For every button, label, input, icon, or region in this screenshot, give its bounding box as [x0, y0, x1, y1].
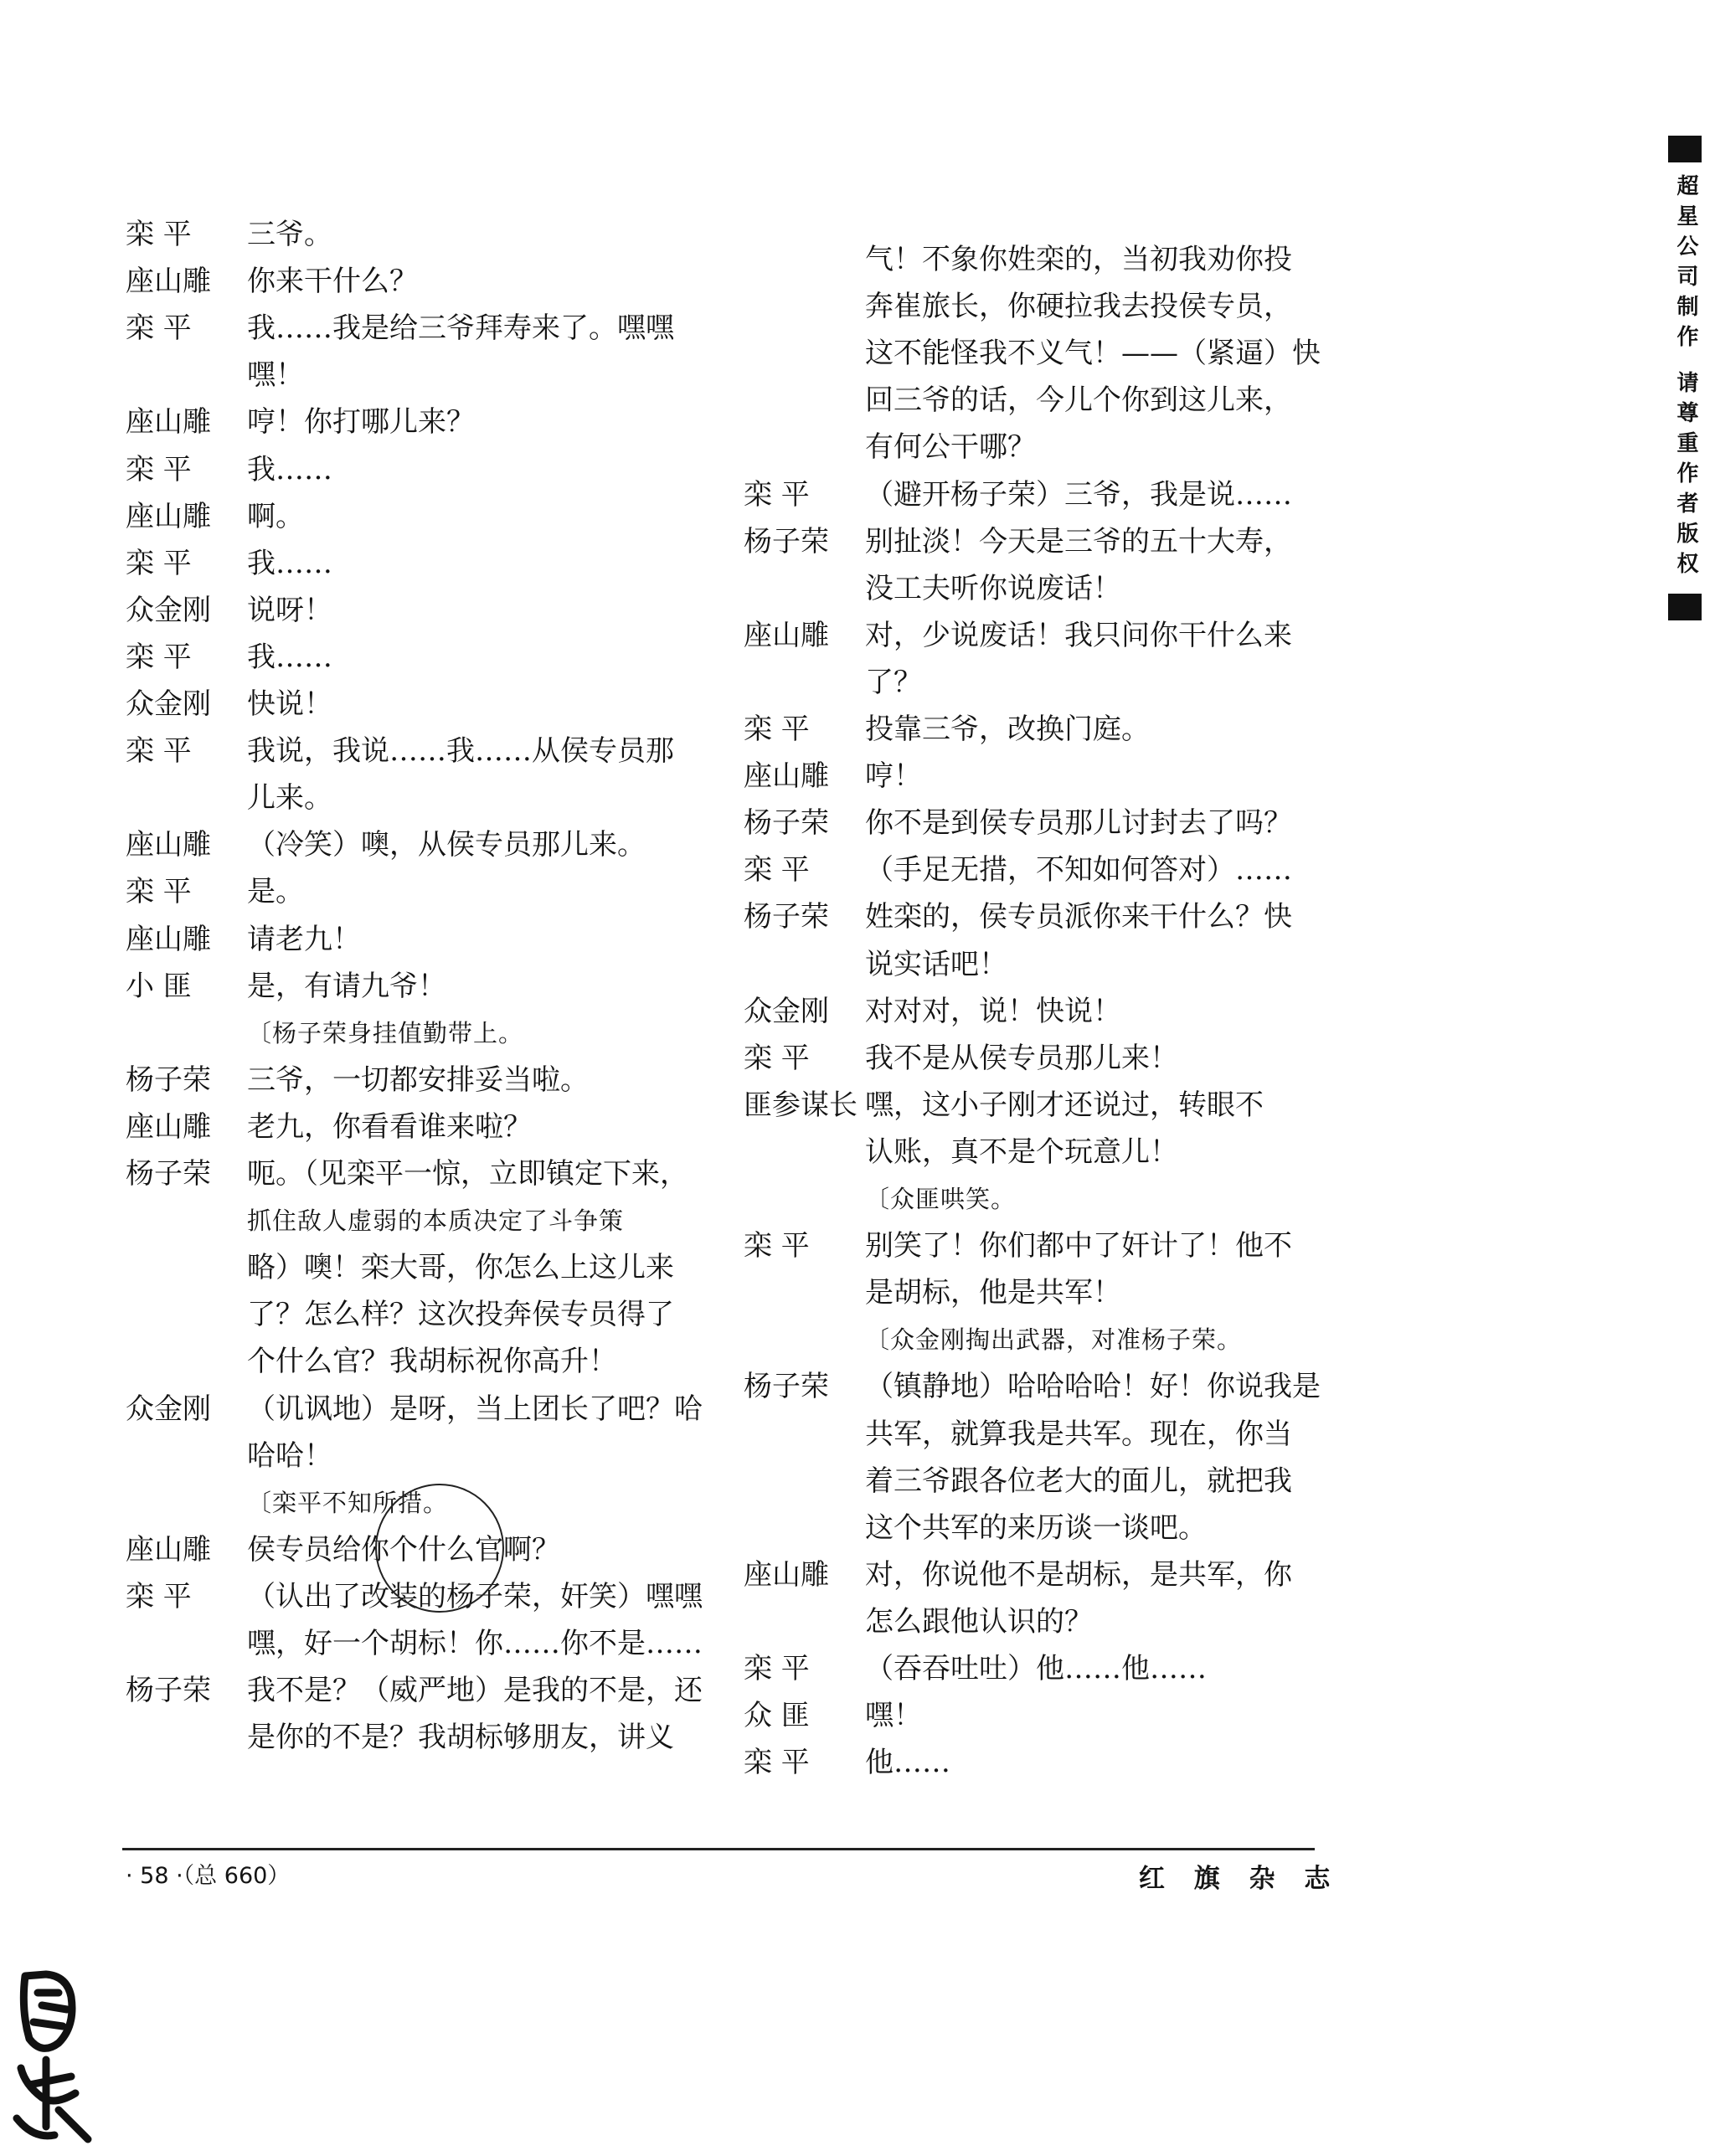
- dialogue-text: 嘿！: [247, 358, 304, 393]
- dialogue-text: 认账，真不是个玩意儿！: [865, 1135, 1178, 1169]
- dialogue-text: 回三爷的话，今儿个你到这儿来，: [865, 383, 1292, 418]
- speaker-name: 栾 平: [744, 1746, 810, 1780]
- speaker-name: [126, 1482, 239, 1524]
- dialogue-text: 是你的不是？我胡标够朋友，讲义: [247, 1721, 674, 1755]
- dialogue-text: 对，你说他不是胡标，是共军，你: [865, 1557, 1292, 1592]
- speaker-name: 栾 平: [126, 452, 192, 486]
- speaker-name: [126, 1294, 239, 1335]
- dialogue-text: 是，有请九爷！: [247, 969, 446, 1003]
- speaker-name: 杨子荣: [126, 1063, 211, 1097]
- speaker-name: 栾 平: [126, 734, 192, 769]
- dialogue-text: （吞吞吐吐）他……他……: [865, 1652, 1207, 1685]
- speaker-name: 座山雕: [126, 1109, 211, 1144]
- dialogue-text: 我……: [247, 452, 332, 486]
- speaker-name: [744, 568, 857, 610]
- speaker-name: 栾 平: [744, 477, 810, 512]
- dialogue-text: 是。: [247, 875, 304, 909]
- speaker-name: 座山雕: [126, 1532, 211, 1567]
- speaker-name: 座山雕: [744, 759, 829, 794]
- speaker-name: 座山雕: [126, 499, 211, 533]
- dialogue-text: （认出了改装的杨子荣，奸笑）嘿嘿: [247, 1579, 703, 1613]
- speaker-name: [744, 1460, 857, 1502]
- speaker-name: 栾 平: [126, 1579, 192, 1613]
- speaker-name: 座山雕: [126, 405, 211, 440]
- speaker-name: [126, 777, 239, 819]
- magazine-name: 红 旗 杂 志: [1139, 1864, 1341, 1894]
- speaker-name: 座山雕: [744, 618, 829, 652]
- footer-rule: [122, 1848, 1315, 1850]
- speaker-name: 匪参谋长: [744, 1088, 858, 1122]
- speaker-name: [126, 1200, 239, 1242]
- stage-direction: 抓住敌人虚弱的本质决定了斗争策: [247, 1207, 625, 1236]
- dialogue-text: 对，少说废话！我只问你干什么来: [865, 618, 1292, 652]
- speaker-name: 栾 平: [744, 1652, 810, 1685]
- speaker-name: [744, 332, 857, 374]
- speaker-name: 栾 平: [744, 1229, 810, 1263]
- dialogue-text: 哈哈！: [247, 1438, 332, 1473]
- speaker-name: 栾 平: [744, 853, 810, 888]
- speaker-name: [126, 1435, 239, 1477]
- dialogue-text: 呃。（见栾平一惊，立即镇定下来，: [247, 1157, 688, 1191]
- speaker-name: [126, 1623, 239, 1665]
- speaker-name: 座山雕: [126, 922, 211, 956]
- dialogue-text: 我……我是给三爷拜寿来了。嘿嘿: [247, 311, 674, 346]
- copyright-notice: 超星公司制作 请尊重作者版权: [1668, 136, 1702, 620]
- dialogue-text: 嘿，好一个胡标！你……你不是……: [247, 1627, 703, 1660]
- dialogue-text: （手足无措，不知如何答对）……: [865, 853, 1292, 888]
- dialogue-text: 着三爷跟各位老大的面儿，就把我: [865, 1464, 1292, 1498]
- dialogue-text: 儿来。: [247, 781, 332, 816]
- dialogue-text: 别笑了！你们都中了奸计了！他不: [865, 1229, 1292, 1263]
- speaker-name: 杨子荣: [744, 524, 829, 558]
- speaker-name: [744, 1178, 857, 1220]
- dialogue-text: （避开杨子荣）三爷，我是说……: [865, 477, 1292, 512]
- dialogue-text: 我说，我说……我……从侯专员那: [247, 734, 674, 769]
- speaker-name: [744, 944, 857, 985]
- speaker-name: [126, 1340, 239, 1382]
- speaker-name: 栾 平: [126, 640, 192, 674]
- dialogue-text: 我不是？（威严地）是我的不是，还: [247, 1674, 703, 1708]
- dialogue-text: 这不能怪我不义气！——（紧逼）快: [865, 337, 1321, 371]
- speaker-name: 栾 平: [126, 875, 192, 909]
- speaker-name: [744, 1507, 857, 1549]
- speaker-name: 杨子荣: [744, 806, 829, 841]
- dialogue-text: 说实话吧！: [865, 947, 1007, 981]
- dialogue-text: （镇静地）哈哈哈哈！好！你说我是: [865, 1370, 1321, 1404]
- speaker-name: [126, 1716, 239, 1758]
- dialogue-text: 哼！: [865, 759, 922, 794]
- speaker-name: [744, 286, 857, 327]
- dialogue-text: 请老九！: [247, 922, 361, 956]
- speaker-name: 座山雕: [126, 265, 211, 299]
- speaker-name: 栾 平: [126, 311, 192, 346]
- speaker-name: [744, 1131, 857, 1173]
- speaker-name: 栾 平: [126, 218, 192, 251]
- dialogue-text: 他……: [865, 1746, 950, 1780]
- speaker-name: [126, 1247, 239, 1289]
- dialogue-text: 你不是到侯专员那儿讨封去了吗？: [865, 806, 1292, 841]
- speaker-name: [744, 426, 857, 468]
- speaker-name: 众金刚: [744, 994, 829, 1028]
- speaker-name: 栾 平: [744, 1041, 810, 1075]
- dialogue-text: 了？: [865, 665, 922, 699]
- speaker-name: [126, 1012, 239, 1054]
- dialogue-text: 气！不象你姓栾的，当初我劝你投: [865, 243, 1292, 276]
- stage-direction: 〔杨子荣身挂值勤带上。: [247, 1018, 524, 1047]
- dialogue-text: （讥讽地）是呀，当上团长了吧？哈: [247, 1392, 703, 1426]
- dialogue-text: 快说！: [247, 687, 332, 721]
- speaker-name: 众 匪: [744, 1699, 810, 1733]
- speaker-name: 杨子荣: [744, 1370, 829, 1404]
- library-seal-icon: [8, 1959, 100, 2148]
- dialogue-text: 老九，你看看谁来啦？: [247, 1109, 532, 1144]
- dialogue-text: 三爷，一切都安排妥当啦。: [247, 1063, 589, 1097]
- dialogue-text: 嘿，这小子刚才还说过，转眼不: [865, 1088, 1264, 1122]
- speaker-name: 小 匪: [126, 969, 192, 1003]
- stamp-circle: [375, 1484, 504, 1613]
- dialogue-text: 这个共军的来历谈一谈吧。: [865, 1510, 1207, 1545]
- stage-direction: 〔众金刚掏出武器，对准杨子荣。: [865, 1325, 1243, 1355]
- dialogue-text: 姓栾的，侯专员派你来干什么？快: [865, 900, 1292, 934]
- dialogue-text: 说呀！: [247, 593, 332, 627]
- speaker-name: [126, 354, 239, 396]
- dialogue-text: 侯专员给你个什么官啊？: [247, 1532, 560, 1567]
- stage-direction: 〔栾平不知所措。: [247, 1488, 449, 1517]
- speaker-name: [744, 239, 857, 280]
- dialogue-text: 略）噢！栾大哥，你怎么上这儿来: [247, 1251, 674, 1285]
- speaker-name: [744, 379, 857, 421]
- speaker-name: 杨子荣: [126, 1157, 211, 1191]
- speaker-name: 杨子荣: [744, 900, 829, 934]
- dialogue-text: 嘿！: [865, 1699, 922, 1733]
- dialogue-text: 对对对，说！快说！: [865, 994, 1121, 1028]
- dialogue-text: 怎么跟他认识的？: [865, 1604, 1093, 1639]
- speaker-name: [744, 661, 857, 703]
- dialogue-text: 个什么官？我胡标祝你高升！: [247, 1345, 617, 1379]
- dialogue-text: 投靠三爷，改换门庭。: [865, 713, 1150, 746]
- speaker-name: [744, 1272, 857, 1314]
- speaker-name: 栾 平: [744, 713, 810, 746]
- speaker-name: 众金刚: [126, 687, 211, 721]
- dialogue-text: 了？怎么样？这次投奔侯专员得了: [247, 1298, 674, 1332]
- speaker-name: [744, 1413, 857, 1455]
- dialogue-text: 我……: [247, 546, 332, 580]
- speaker-name: [744, 1319, 857, 1361]
- dialogue-text: 你来干什么？: [247, 265, 418, 299]
- dialogue-text: 我不是从侯专员那儿来！: [865, 1041, 1178, 1075]
- speaker-name: 杨子荣: [126, 1674, 211, 1708]
- speaker-name: 栾 平: [126, 546, 192, 580]
- dialogue-text: 三爷。: [247, 218, 332, 251]
- dialogue-text: 没工夫听你说废话！: [865, 571, 1121, 605]
- dialogue-text: 啊。: [247, 499, 304, 533]
- dialogue-text: 别扯淡！今天是三爷的五十大寿，: [865, 524, 1292, 558]
- dialogue-text: 奔崔旅长，你硬拉我去投侯专员，: [865, 290, 1292, 324]
- dialogue-text: （冷笑）噢，从侯专员那儿来。: [247, 828, 646, 862]
- speaker-name: 众金刚: [126, 1392, 211, 1426]
- speaker-name: [744, 1601, 857, 1643]
- speaker-name: 座山雕: [126, 828, 211, 862]
- dialogue-text: 共军，就算我是共军。现在，你当: [865, 1417, 1292, 1451]
- speaker-name: 座山雕: [744, 1557, 829, 1592]
- stage-direction: 〔众匪哄笑。: [865, 1185, 1017, 1213]
- page-number: · 58 ·（总 660）: [126, 1863, 291, 1889]
- speaker-name: 众金刚: [126, 593, 211, 627]
- dialogue-text: 是胡标，他是共军！: [865, 1276, 1121, 1310]
- dialogue-text: 有何公干哪？: [865, 430, 1036, 465]
- dialogue-text: 哼！你打哪儿来？: [247, 405, 475, 440]
- dialogue-text: 我……: [247, 640, 332, 674]
